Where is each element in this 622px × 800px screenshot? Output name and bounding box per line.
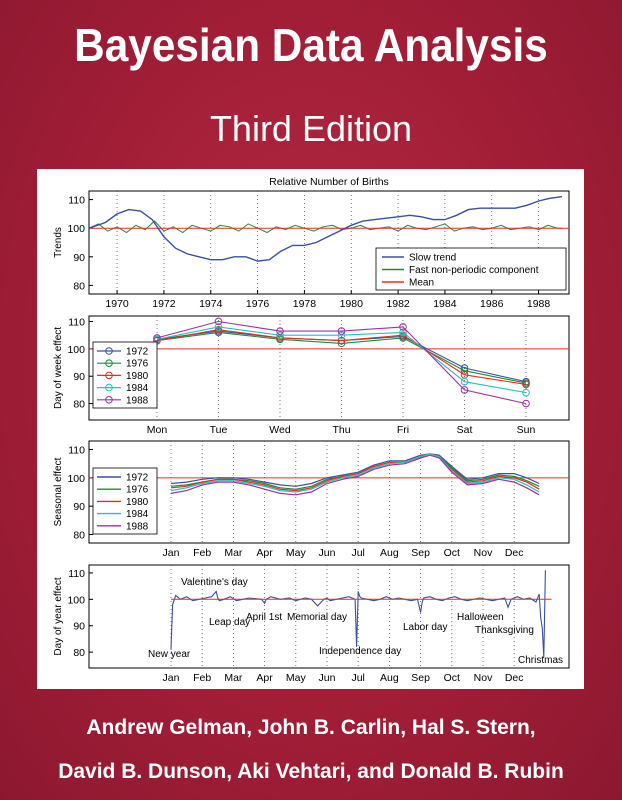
x-tick-label: Nov — [473, 547, 493, 559]
x-tick-label: Wed — [269, 424, 291, 436]
y-axis-label: Trends — [53, 227, 64, 258]
legend-entry: Mean — [409, 277, 435, 289]
x-tick-label: Tue — [209, 424, 228, 436]
y-tick-label: 100 — [67, 223, 85, 236]
y-tick-label: 110 — [68, 567, 85, 580]
x-tick-label: Jul — [351, 672, 365, 684]
panel-1 — [53, 176, 569, 310]
x-tick-label: Mar — [224, 672, 243, 684]
legend-entry: 1980 — [126, 496, 149, 508]
x-tick-label: Feb — [193, 672, 212, 684]
y-axis-label: Seasonal effect — [53, 457, 64, 527]
x-tick-label: 1970 — [105, 298, 129, 310]
y-tick-label: 110 — [68, 194, 85, 207]
y-axis-label: Day of year effect — [53, 577, 64, 656]
annotation-label: Halloween — [457, 612, 504, 623]
x-tick-label: Sun — [516, 424, 536, 436]
x-tick-label: 1984 — [433, 298, 457, 310]
x-tick-label: Jun — [318, 547, 336, 559]
legend-entry: 1984 — [126, 509, 149, 521]
legend-entry: 1988 — [126, 521, 149, 533]
x-tick-label: Oct — [443, 547, 460, 559]
x-tick-label: 1974 — [199, 298, 223, 310]
x-tick-label: Aug — [380, 547, 399, 559]
x-tick-label: 1976 — [245, 298, 270, 310]
annotation-label: Thanksgiving — [475, 625, 534, 636]
annotation-label: Labor day — [403, 622, 448, 633]
x-tick-label: Mar — [224, 547, 243, 559]
authors-line-2: David B. Dunson, Aki Vehtari, and Donald B. Rubin — [58, 760, 564, 783]
charts-svg — [37, 169, 584, 689]
chart-title: Relative Number of Births — [269, 176, 389, 188]
x-tick-label: Dec — [504, 672, 524, 684]
legend-entry: 1984 — [126, 383, 149, 395]
x-tick-label: 1980 — [339, 298, 363, 310]
y-tick-label: 80 — [73, 529, 85, 542]
legend-entry: Slow trend — [409, 252, 457, 264]
annotation-label: Memorial day — [287, 612, 348, 623]
panel-3 — [53, 441, 569, 559]
authors-line-1: Andrew Gelman, John B. Carlin, Hal S. Stern, — [86, 716, 536, 739]
x-tick-label: Sep — [411, 547, 430, 559]
annotation-label: Christmas — [518, 655, 564, 666]
x-tick-label: Thu — [332, 424, 351, 436]
legend-entry: 1980 — [126, 370, 149, 382]
annotation-label: New year — [148, 649, 191, 660]
legend-entry: 1988 — [126, 395, 149, 407]
annotation-label: Independence day — [319, 646, 402, 657]
x-tick-label: Fri — [396, 424, 410, 436]
legend-entry: 1972 — [126, 346, 149, 358]
legend-entry: Fast non-periodic component — [409, 265, 539, 276]
x-tick-label: Jan — [162, 547, 180, 559]
x-tick-label: 1988 — [526, 298, 551, 310]
x-tick-label: 1986 — [480, 298, 504, 310]
y-tick-label: 110 — [68, 444, 85, 457]
y-tick-label: 110 — [68, 316, 85, 329]
legend-entry: 1972 — [126, 472, 149, 484]
panel-4 — [53, 565, 569, 684]
x-tick-label: Sep — [411, 672, 430, 684]
y-tick-label: 90 — [73, 620, 85, 633]
x-tick-label: Jan — [162, 672, 180, 684]
x-tick-label: Jun — [318, 672, 336, 684]
x-tick-label: Nov — [473, 672, 493, 684]
annotation-label: Valentine's day — [181, 577, 248, 588]
x-tick-label: 1972 — [152, 298, 176, 310]
x-tick-label: May — [285, 547, 306, 559]
legend-entry: 1976 — [126, 358, 149, 370]
annotation-label: Leap day — [209, 617, 251, 628]
x-tick-label: Apr — [256, 672, 273, 684]
edition-label: Third Edition — [209, 108, 413, 149]
y-tick-label: 80 — [73, 398, 85, 411]
x-tick-label: 1978 — [292, 298, 317, 310]
x-tick-label: Aug — [380, 672, 399, 684]
book-title: Bayesian Data Analysis — [74, 19, 548, 71]
y-tick-label: 80 — [73, 647, 85, 660]
x-tick-label: Oct — [443, 672, 460, 684]
y-tick-label: 90 — [73, 501, 85, 514]
panel-2 — [53, 316, 569, 436]
annotation-label: April 1st — [246, 612, 283, 623]
x-tick-label: Dec — [504, 547, 524, 559]
x-tick-label: Mon — [146, 424, 168, 436]
y-tick-label: 90 — [73, 371, 85, 384]
y-tick-label: 80 — [73, 280, 85, 293]
x-tick-label: May — [285, 672, 306, 684]
x-tick-label: Apr — [256, 547, 273, 559]
y-tick-label: 100 — [67, 594, 85, 607]
x-tick-label: Jul — [351, 547, 365, 559]
y-axis-label: Day of week effect — [53, 326, 64, 410]
x-tick-label: 1982 — [386, 298, 410, 310]
panel-frame — [89, 441, 569, 543]
cover-figure — [37, 169, 584, 689]
x-tick-label: Feb — [193, 547, 212, 559]
y-tick-label: 90 — [73, 251, 85, 264]
y-tick-label: 100 — [67, 343, 85, 356]
x-tick-label: Sat — [456, 424, 473, 436]
y-tick-label: 100 — [67, 472, 85, 485]
legend-entry: 1976 — [126, 484, 149, 496]
